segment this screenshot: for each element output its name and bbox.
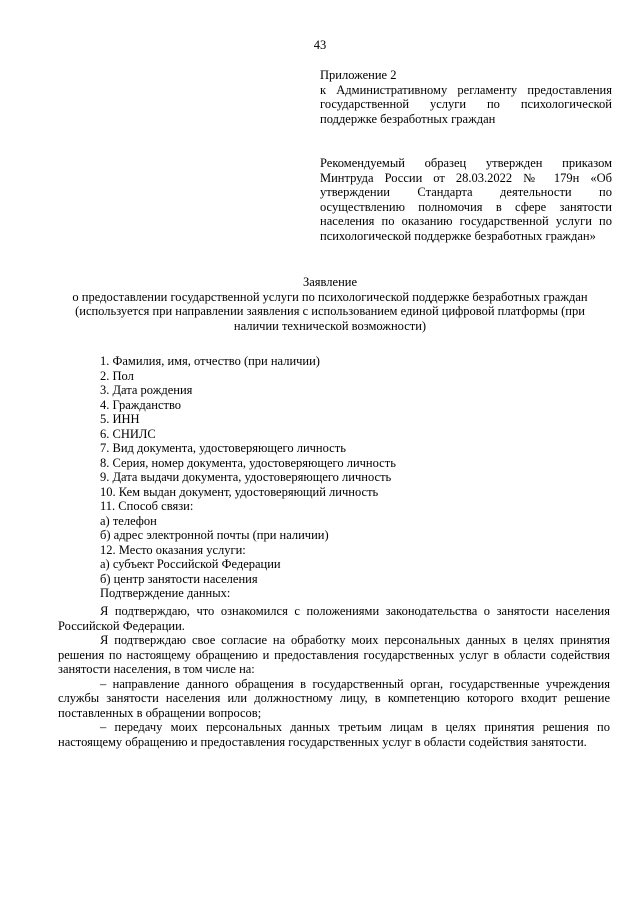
- page-number: 43: [313, 38, 327, 52]
- form-item: 7. Вид документа, удостоверяющего личность: [100, 441, 346, 455]
- form-item: 1. Фамилия, имя, отчество (при наличии): [100, 354, 320, 368]
- form-item: а) субъект Российской Федерации: [100, 557, 281, 571]
- paragraph: [58, 677, 610, 721]
- approval-line: населения по оказанию государственной услуги по: [320, 214, 612, 228]
- approval-line: психологической поддержке безработных граждан»: [320, 228, 596, 243]
- paragraph-line: решения по настоящему обращению и предоставления государственных услуг в области содействия: [58, 647, 610, 662]
- title-note: наличии технической возможности): [233, 318, 427, 333]
- paragraph-line: настоящему обращению и предоставления государственных услуг в области содействия занятости.: [58, 734, 587, 749]
- paragraph-line: службы занятости населения или должностному лицу, в компетенцию которого входит решение: [58, 691, 610, 705]
- document-title: [50, 275, 610, 333]
- appendix-line: государственной услуги по психологической: [320, 97, 612, 111]
- appendix-line: к Административному регламенту предоставления: [320, 82, 612, 97]
- paragraph-line: – направление данного обращения в государственный орган, государственные учреждения: [100, 676, 610, 691]
- paragraph: [58, 720, 610, 749]
- paragraph: [58, 604, 610, 633]
- approval-line: осуществлению полномочия в сфере занятости: [320, 199, 612, 214]
- appendix-line: поддержке безработных граждан: [320, 111, 496, 126]
- form-item: 12. Место оказания услуги:: [100, 542, 246, 557]
- form-item: б) адрес электронной почты (при наличии): [100, 528, 329, 542]
- form-fields-list: [100, 354, 610, 601]
- paragraph-line: поставленных в обращении вопросов;: [58, 705, 262, 720]
- paragraph-line: занятости населения, в том числе на:: [58, 662, 255, 676]
- form-item: а) телефон: [100, 513, 157, 528]
- paragraph: [58, 633, 610, 677]
- approval-note: [320, 156, 612, 243]
- form-item: 4. Гражданство: [100, 397, 182, 412]
- form-item: 8. Серия, номер документа, удостоверяющего личность: [100, 455, 396, 470]
- form-item: 11. Способ связи:: [100, 499, 194, 513]
- paragraph-line: – передачу моих персональных данных третьим лицам в целях принятия решения по: [100, 720, 610, 734]
- paragraph-line: Я подтверждаю, что ознакомился с положениями законодательства о занятости населения: [100, 604, 610, 618]
- form-item: Подтверждение данных:: [100, 586, 231, 600]
- consent-text: [58, 604, 610, 749]
- paragraph-line: Я подтверждаю свое согласие на обработку моих персональных данных в целях принятия: [100, 633, 610, 647]
- appendix-header: [320, 68, 612, 126]
- title-note: (используется при направлении заявления с использованием единой цифровой платформы (при: [75, 304, 585, 318]
- approval-line: Рекомендуемый образец утвержден приказом: [320, 156, 612, 170]
- appendix-line: Приложение 2: [320, 68, 397, 82]
- approval-line: утверждении Стандарта деятельности по: [320, 185, 612, 199]
- form-item: 10. Кем выдан документ, удостоверяющий личность: [100, 484, 379, 499]
- title-subject: о предоставлении государственной услуги по психологической поддержке безработных граждан: [72, 289, 588, 304]
- paragraph-line: Российской Федерации.: [58, 618, 185, 633]
- form-item: 3. Дата рождения: [100, 383, 193, 397]
- form-item: 2. Пол: [100, 368, 134, 383]
- title-heading: Заявление: [302, 275, 357, 289]
- form-item: 6. СНИЛС: [100, 426, 156, 441]
- form-item: 9. Дата выдачи документа, удостоверяющего личность: [100, 470, 392, 484]
- approval-line: Минтруда России от 28.03.2022 № 179н «Об: [320, 170, 612, 185]
- form-item: 5. ИНН: [100, 412, 140, 426]
- form-item: б) центр занятости населения: [100, 571, 258, 586]
